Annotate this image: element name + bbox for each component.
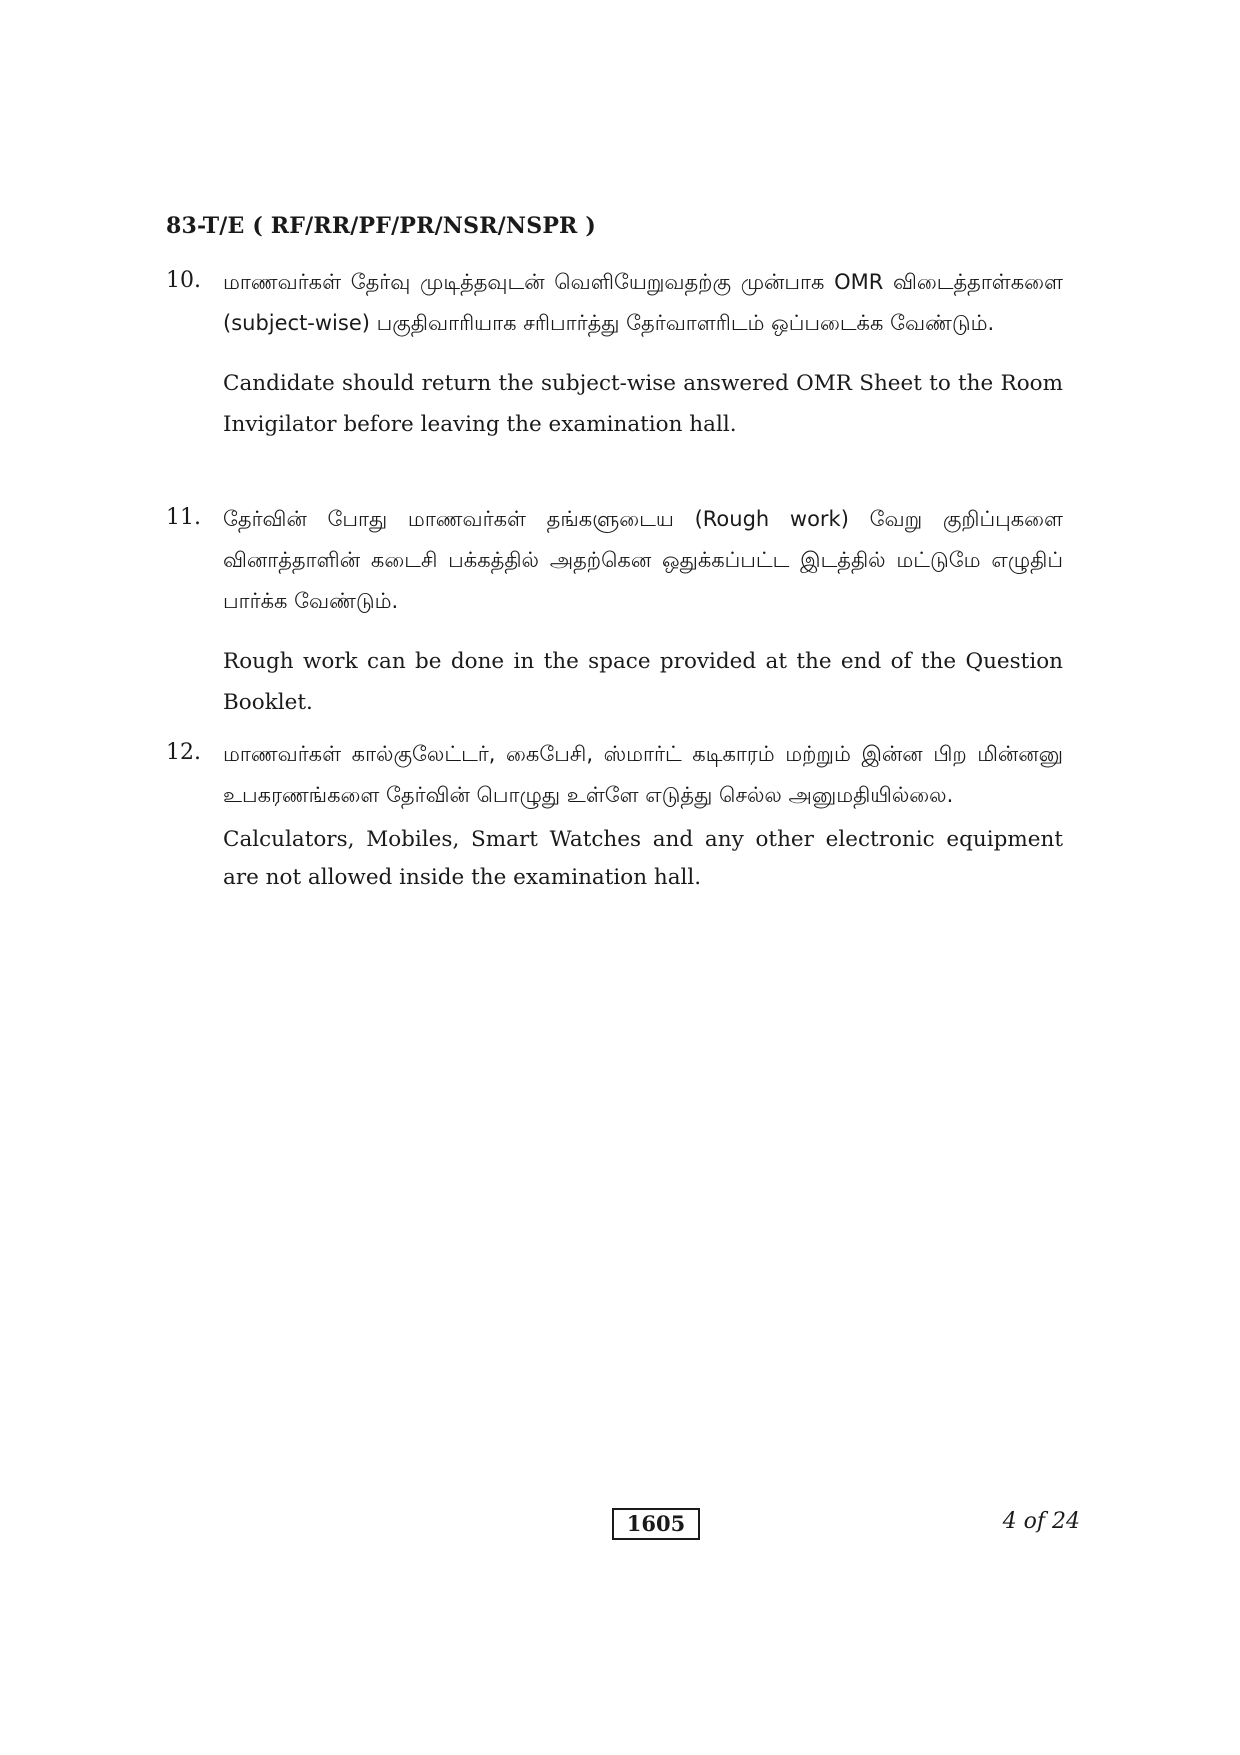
item-english-text: Rough work can be done in the space provided at the end of the Question Booklet. bbox=[223, 649, 1063, 715]
item-tamil-text: மாணவர்கள் கால்குலேட்டர், கைபேசி, ஸ்மார்ட் கடிகாரம் மற்றும் இன்ன பிற மின்னனு உபகரணங்களை தேர்வின் பொழுது உள்ளே எடுத்து செல்ல அனுமதியில்லை. bbox=[223, 742, 1063, 807]
booklet-code-box: 1605 bbox=[612, 1508, 700, 1540]
item-english-text: Calculators, Mobiles, Smart Watches and any other electronic equipment are not allowed inside the examination hall. bbox=[223, 827, 1063, 890]
item-body bbox=[223, 734, 1063, 897]
item-tamil-text: மாணவர்கள் தேர்வு முடித்தவுடன் வெளியேறுவதற்கு முன்பாக OMR விடைத்தாள்களை (subject-wise) பகுதிவாரியாக சரிபார்த்து தேர்வாளரிடம் ஒப்படைக்க வேண்டும். bbox=[223, 270, 1063, 335]
item-tamil-text: தேர்வின் போது மாணவர்கள் தங்களுடைய (Rough work) வேறு குறிப்புகளை வினாத்தாளின் கடைசி பக்கத்தில் அதற்கென ஒதுக்கப்பட்ட இடத்தில் மட்டுமே எழுதிப் பார்க்க வேண்டும். bbox=[223, 507, 1063, 613]
item-number: 10. bbox=[166, 268, 201, 293]
item-number: 11. bbox=[166, 505, 201, 530]
item-number: 12. bbox=[166, 740, 201, 765]
item-english-text: Candidate should return the subject-wise answered OMR Sheet to the Room Invigilator before leaving the examination hall. bbox=[223, 371, 1063, 437]
page-number: 4 of 24 bbox=[1002, 1509, 1080, 1534]
page-header-code: 83-T/E ( RF/RR/PF/PR/NSR/NSPR ) bbox=[166, 213, 597, 239]
item-body bbox=[223, 499, 1063, 723]
item-body bbox=[223, 262, 1063, 445]
